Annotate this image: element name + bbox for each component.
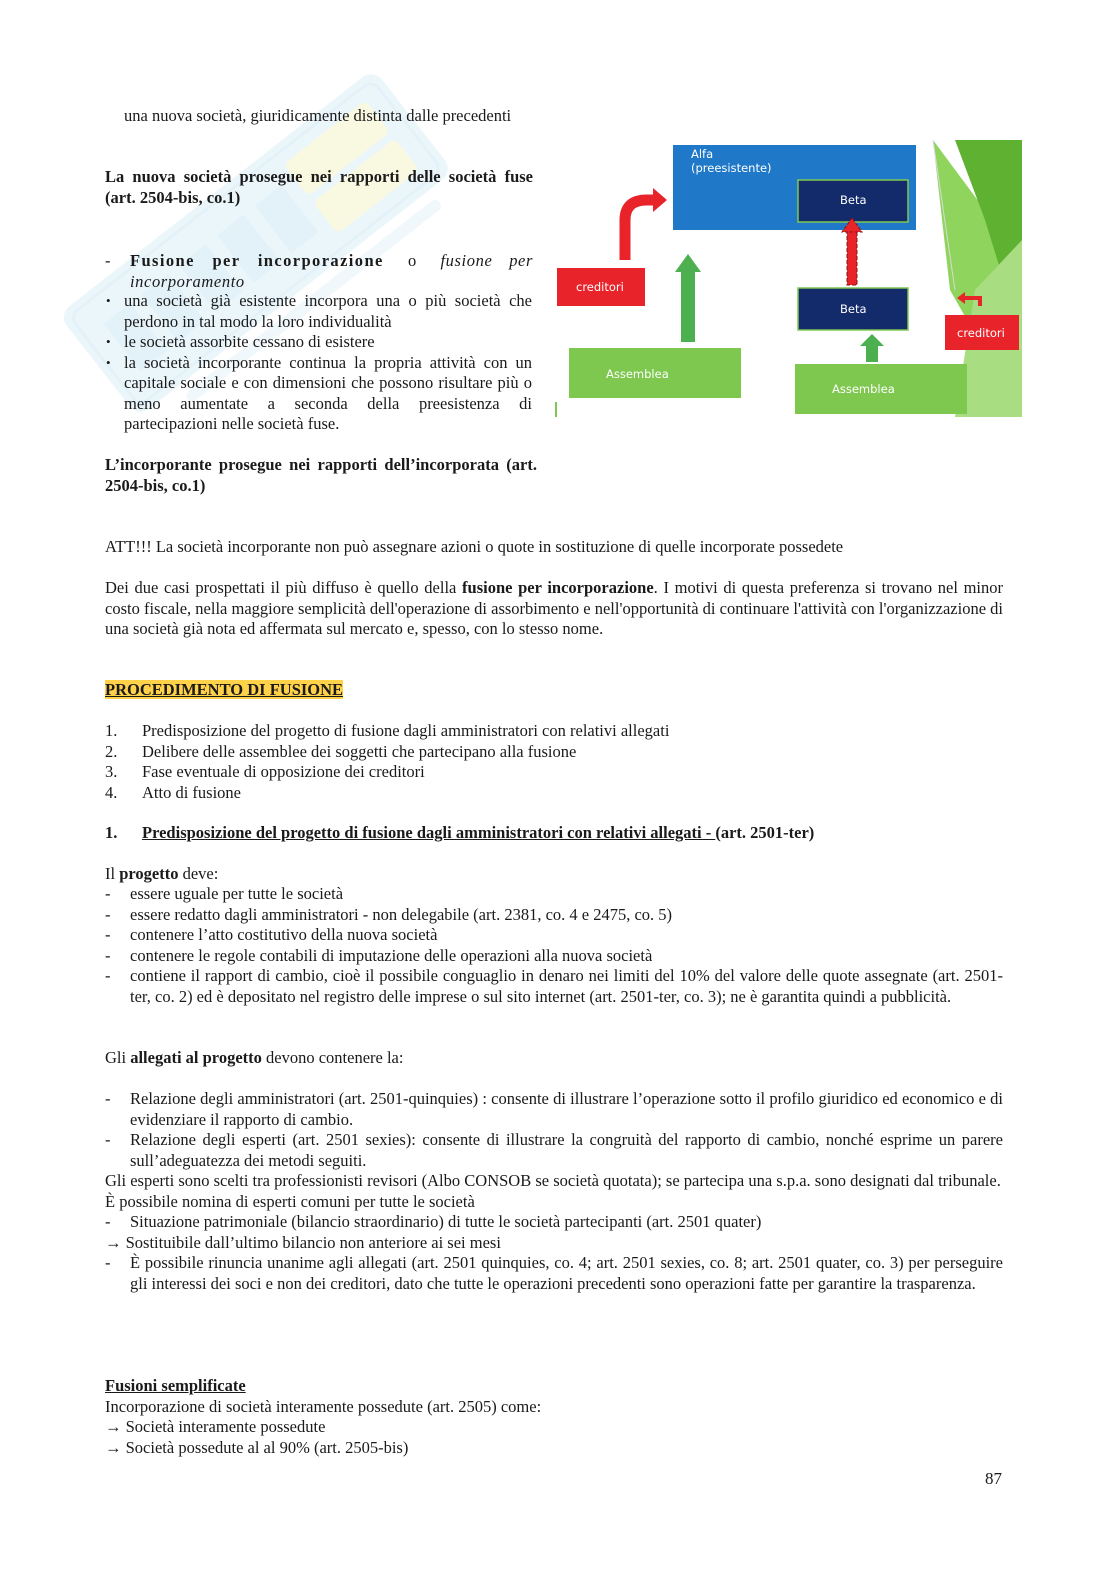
red-curved-arrow — [625, 200, 655, 260]
annex-intro: Gli allegati al progetto devono contenere la: — [105, 1048, 404, 1067]
list-item: - È possibile rinuncia unanime agli allegati (art. 2501 quinquies, co. 4; art. 2501 sexies, co. 8; art. 2501 quater, co. 3) per perseguire gli interessi dei soci e non dei creditori, dato che tutte le operazioni precedenti sono operazioni fatte per garantire la trasparenza. — [105, 1253, 1003, 1293]
list-item: - Situazione patrimoniale (bilancio straordinario) di tutte le società partecipanti (art. 2501 quater) — [105, 1212, 762, 1231]
incorporante-note: L’incorporante prosegue nei rapporti dell’incorporata (art. 2504-bis, co.1) — [105, 455, 537, 495]
beta-mid-label: Beta — [840, 302, 867, 316]
creditori-right-label: creditori — [957, 326, 1005, 340]
annex-items — [105, 1089, 1003, 1294]
list-item: 3. Fase eventuale di opposizione dei creditori — [105, 762, 425, 781]
incorporation-heading-italic: fusione per incorporamento — [130, 251, 534, 291]
simplified-intro: Incorporazione di società interamente possedute (art. 2505) come: — [105, 1396, 542, 1416]
att-note: ATT!!! La società incorporante non può assegnare azioni o quote in sostituzione di quelle incorporate possedete — [105, 537, 844, 556]
list-item: - essere uguale per tutte le società — [105, 884, 344, 903]
project-items — [105, 884, 1003, 1007]
list-item: 1. Predisposizione del progetto di fusione dagli amministratori con relativi allegati — [105, 721, 670, 740]
bullet-marker: • — [106, 354, 111, 370]
list-item: - Relazione degli amministratori (art. 2501-quinquies) : consente di illustrare l’operazione sotto il profilo giuridico ed economico e di evidenziare il rapporto di cambio. — [105, 1089, 1003, 1129]
list-item: - Relazione degli esperti (art. 2501 sexies): consente di illustrare la congruità del rapporto di cambio, nonché esprime un parere sull’adeguatezza dei metodi seguiti. — [105, 1130, 1003, 1170]
common-experts-note: È possibile nomina di esperti comuni per tutte le società — [105, 1191, 475, 1211]
cases-paragraph: Dei due casi prospettati il più diffuso è quello della fusione per incorporazione. I motivi di questa preferenza si trovano nel minor costo fiscale, nella maggiore semplicità dell'operazione di assorbimento e nell'opportunità di continuare l'attività con l'organizzazione di una società già nota ed affermata sul mercato e, spesso, con lo stesso nome. — [105, 578, 1003, 638]
dash-marker: - — [105, 251, 111, 270]
assemblea-right-label: Assemblea — [832, 382, 895, 396]
green-arrow-right — [866, 346, 878, 362]
list-item: - contiene il rapport di cambio, cioè il possibile conguaglio in denaro nei limiti del 10% del valore delle quote assegnate (art. 2501-ter, co. 2) ed è depositato nel registro delle imprese o sul sito internet (art. 2501-ter, co. 3); ne è garantita quindi a pubblicità. — [105, 966, 1003, 1006]
step1-heading: 1. Predisposizione del progetto di fusione dagli amministratori con relativi allegati - (art. 2501-ter) — [105, 823, 815, 842]
new-company-note: La nuova società prosegue nei rapporti delle società fuse (art. 2504-bis, co.1) — [105, 167, 533, 207]
incorporation-heading-conj: o — [408, 251, 417, 270]
list-item: 2. Delibere delle assemblee dei soggetti che partecipano alla fusione — [105, 741, 577, 761]
alfa-label: Alfa (preesistente) — [691, 147, 772, 175]
list-item: - contenere l’atto costitutivo della nuova società — [105, 925, 438, 944]
simplified-heading: Fusioni semplificate — [105, 1376, 246, 1395]
list-item: • le società assorbite cessano di esistere — [106, 332, 375, 351]
incorporation-heading-bold: Fusione per incorporazione — [130, 251, 384, 270]
project-intro: Il progetto deve: — [105, 864, 219, 883]
bullet-marker: • — [106, 334, 111, 349]
list-item: → Società possedute al al 90% (art. 2505-bis) — [105, 1437, 409, 1457]
procedure-steps — [105, 721, 1005, 803]
cases-bold: fusione per incorporazione — [462, 578, 654, 597]
incorporation-heading — [105, 250, 533, 292]
creditori-left-label: creditori — [576, 280, 624, 294]
procedure-heading: PROCEDIMENTO DI FUSIONE — [105, 680, 344, 699]
list-item: • la società incorporante continua la propria attività con un capitale sociale e con dimensioni che possono risultare più o meno aumentate a seconda della preesistenza di partecipazioni nelle società fuse. — [106, 352, 532, 433]
incorporation-bullets — [106, 291, 532, 435]
list-item: • una società già esistente incorpora una o più società che perdono in tal modo la loro individualità — [106, 291, 532, 331]
merger-diagram — [555, 140, 1022, 417]
intro-continuation: una nuova società, giuridicamente distinta dalle precedenti — [124, 106, 512, 125]
bullet-marker: • — [106, 293, 111, 308]
page-number: 87 — [985, 1469, 1002, 1488]
list-item: - contenere le regole contabili di imputazione delle operazioni alla nuova società — [105, 945, 653, 965]
green-arrow-left — [681, 272, 695, 342]
list-item: 4. Atto di fusione — [105, 782, 241, 802]
beta-top-label: Beta — [840, 193, 867, 207]
experts-note: Gli esperti sono scelti tra professionisti revisori (Albo CONSOB se società quotata); se partecipa una s.p.a. sono designati dal tribunale. — [105, 1171, 1001, 1190]
assemblea-left-label: Assemblea — [606, 367, 669, 381]
replaceable-note: → Sostituibile dall’ultimo bilancio non anteriore ai sei mesi — [105, 1232, 501, 1252]
list-item: - essere redatto dagli amministratori - non delegabile (art. 2381, co. 4 e 2475, co. 5) — [105, 904, 673, 924]
list-item: → Società interamente possedute — [105, 1417, 326, 1436]
red-dashed-arrow — [847, 230, 857, 285]
